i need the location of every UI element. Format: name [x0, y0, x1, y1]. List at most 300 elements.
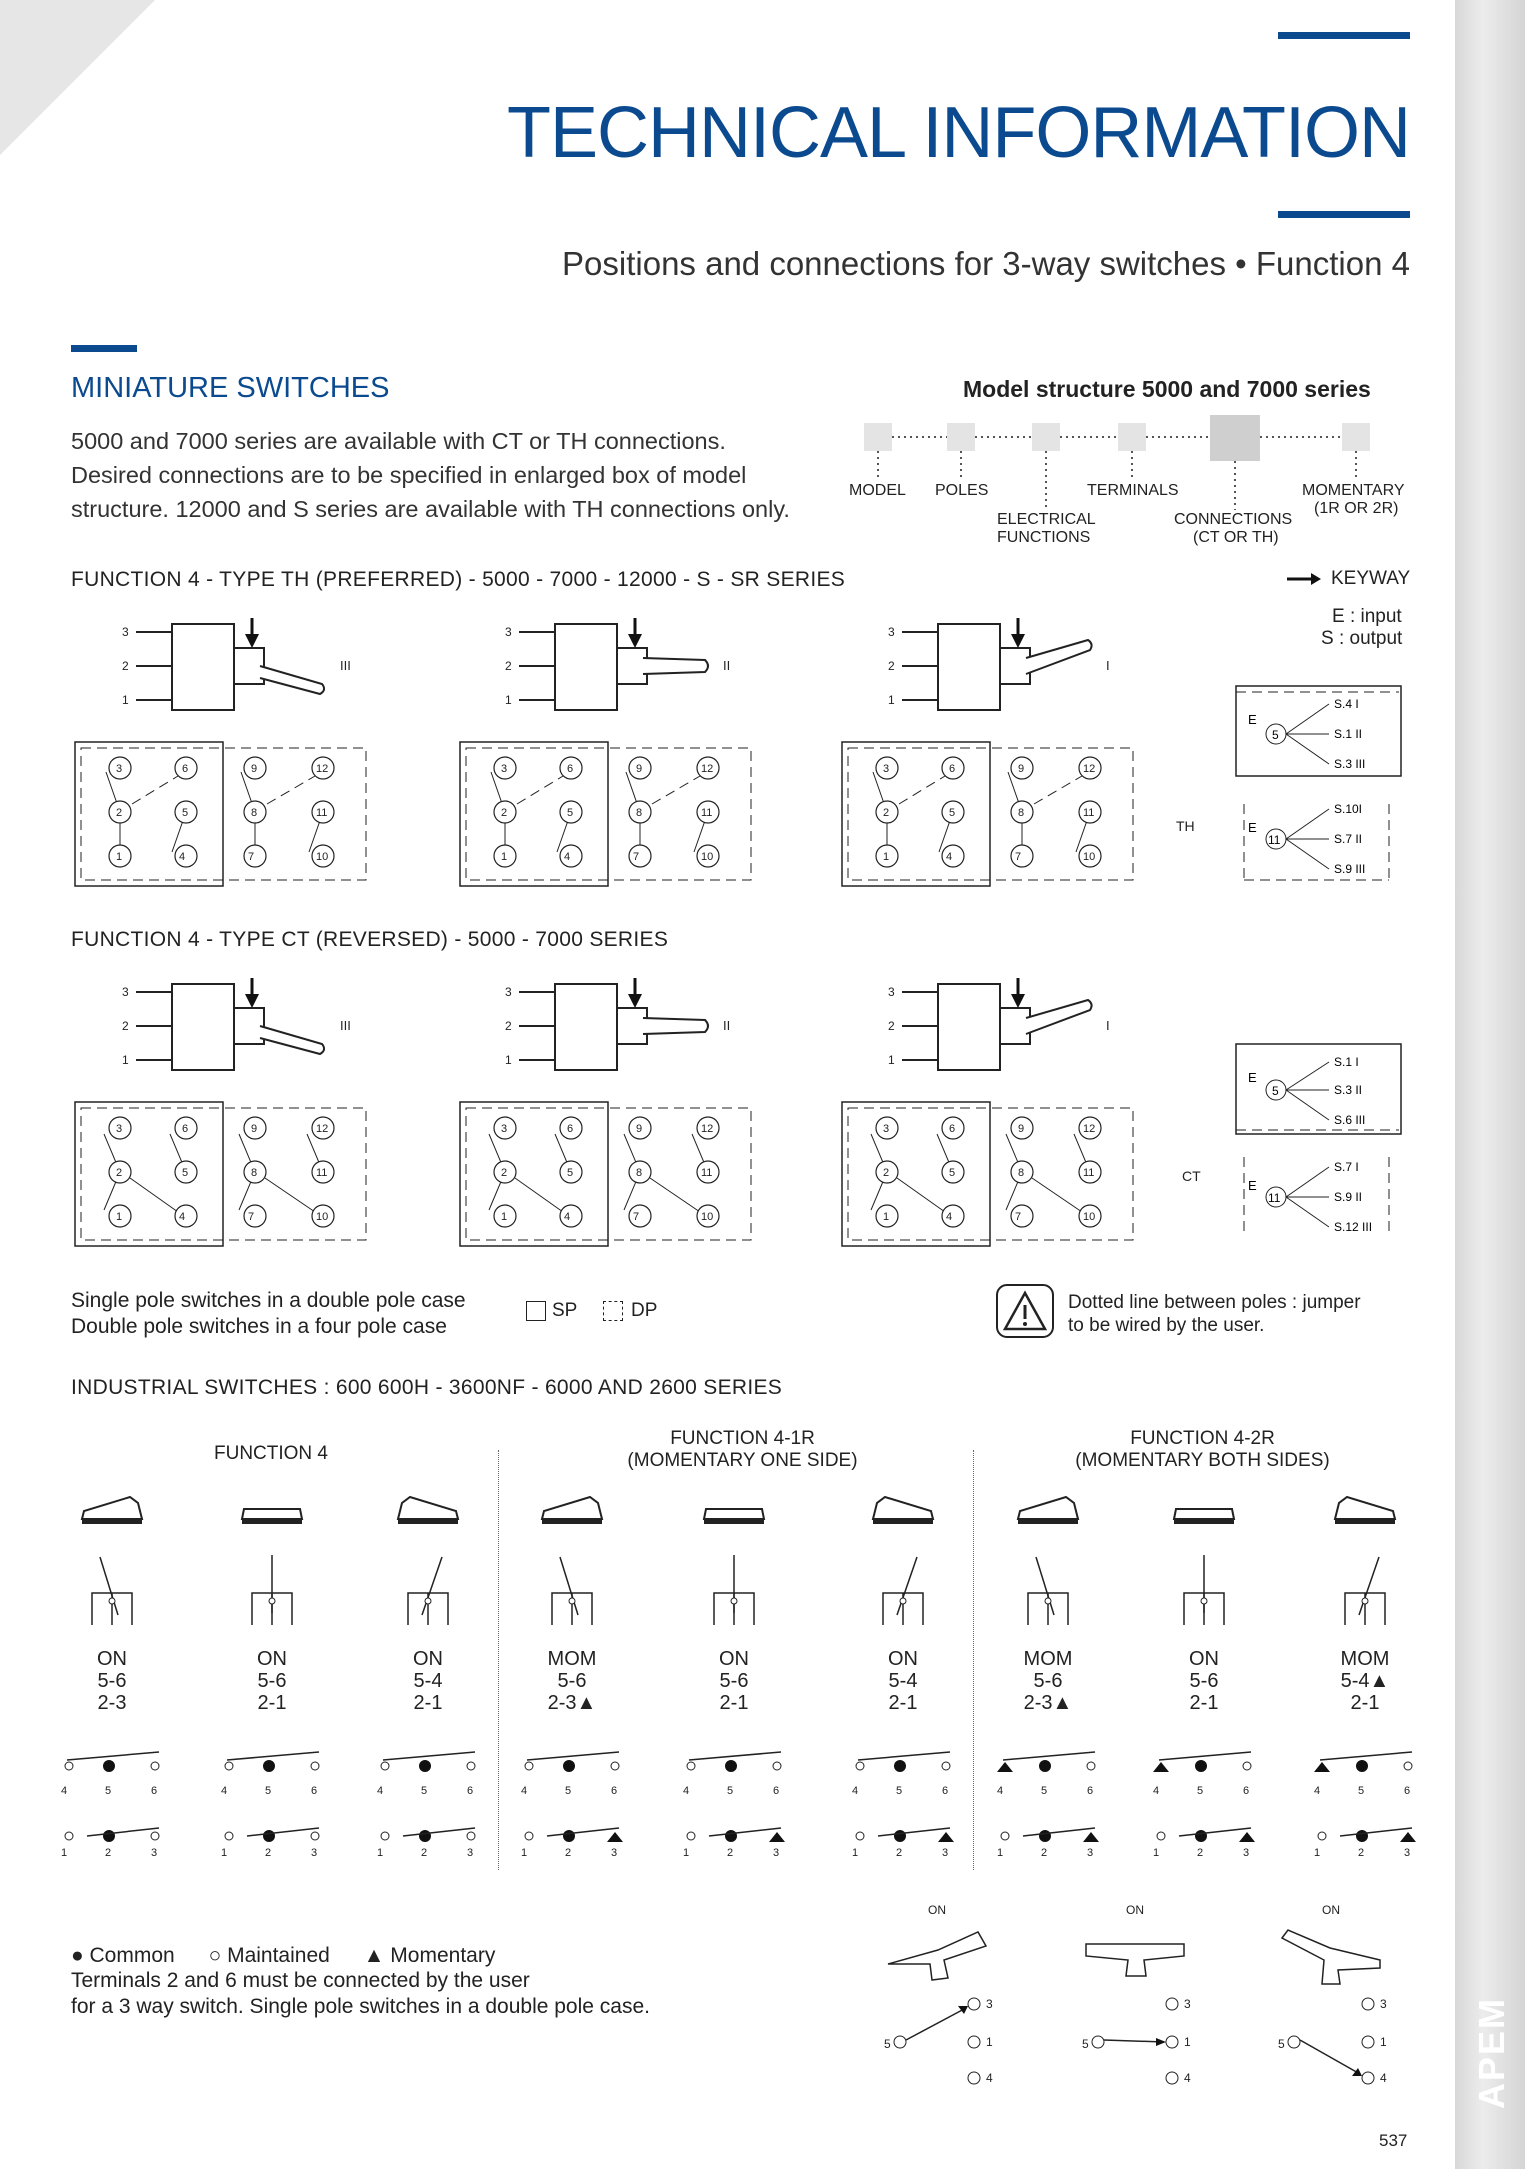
terminal-number: 2 — [727, 1847, 734, 1858]
terminal-number: 8 — [251, 807, 258, 819]
connection-label: 5-6 — [1189, 1670, 1219, 1692]
keyway-label: KEYWAY — [1331, 568, 1411, 589]
contact-schematic-icon — [542, 1555, 602, 1630]
terminal-number: 7 — [248, 851, 255, 863]
flow-e: E — [1248, 820, 1257, 835]
pin-label: 2 — [505, 1019, 512, 1033]
group-function-4-1r — [500, 1428, 985, 1472]
toggle-switch-drawing — [505, 618, 745, 718]
terminal-number: 1 — [883, 1211, 890, 1223]
terminal-number: 1 — [116, 851, 123, 863]
rocker-actuator-icon — [532, 1493, 612, 1528]
terminal-state-diagram — [679, 1738, 794, 1858]
pin-label: 3 — [505, 625, 512, 639]
flow-e: E — [1248, 712, 1257, 727]
group-divider — [973, 1450, 974, 1870]
terminal-number: 2 — [1197, 1847, 1204, 1858]
terminal-grid — [73, 1100, 373, 1250]
jumper-note-line: Dotted line between poles : jumper — [1068, 1292, 1361, 1313]
terminal-number: 4 — [683, 1785, 690, 1797]
terminal-number: 7 — [633, 1211, 640, 1223]
terminal-number: 6 — [182, 763, 189, 775]
flow-output: S.6 III — [1334, 1113, 1366, 1127]
rocker-actuator-icon — [388, 1493, 468, 1528]
pin-label: 2 — [505, 659, 512, 673]
group-title-line: FUNCTION 4-2R — [1130, 1428, 1275, 1449]
rocker-actuator-icon — [72, 1493, 152, 1528]
connection-label: 2-1 — [413, 1692, 443, 1714]
connection-label: 2-3▲ — [547, 1692, 597, 1714]
connection-label: 5-6 — [557, 1670, 587, 1692]
terminal-number: 3 — [773, 1847, 780, 1858]
terminal-number: 4 — [1380, 2071, 1387, 2085]
terminal-number: 4 — [61, 1785, 68, 1797]
terminal-number: 6 — [1404, 1785, 1411, 1797]
terminal-number: 5 — [1278, 2037, 1285, 2051]
position-label: III — [340, 658, 351, 673]
terminal-number: 5 — [896, 1785, 903, 1797]
pin-label: 1 — [888, 693, 895, 707]
terminal-number: 6 — [949, 763, 956, 775]
pin-label: 1 — [122, 1053, 129, 1067]
terminal-number: 5 — [949, 807, 956, 819]
terminal-state-diagram — [517, 1738, 632, 1858]
rocker-actuator-icon — [232, 1493, 312, 1528]
dp-box-icon — [603, 1301, 623, 1321]
terminal-number: 4 — [986, 2071, 993, 2085]
terminal-number: 5 — [182, 807, 189, 819]
terminal-number: 9 — [1018, 1123, 1025, 1135]
terminal-number: 8 — [1018, 807, 1025, 819]
group-title-line: (MOMENTARY BOTH SIDES) — [1075, 1450, 1330, 1471]
contact-schematic-icon — [704, 1555, 764, 1630]
terminal-state-diagram — [217, 1738, 332, 1858]
terminal-number: 4 — [852, 1785, 859, 1797]
terminal-number: 6 — [942, 1785, 949, 1797]
case-note — [71, 1288, 466, 1340]
state-label: ON — [1189, 1648, 1219, 1670]
terminal-number: 10 — [1083, 851, 1096, 863]
terminal-number: 2 — [501, 1167, 508, 1179]
flow-output: S.9 III — [1334, 862, 1366, 876]
flow-e: E — [1248, 1178, 1257, 1193]
terminal-number: 5 — [1041, 1785, 1048, 1797]
flow-output: S.12 III — [1334, 1220, 1373, 1234]
terminal-number: 8 — [251, 1167, 258, 1179]
terminal-state-diagram — [848, 1738, 963, 1858]
contact-schematic-icon — [1335, 1555, 1395, 1630]
toggle-switch-drawing — [122, 618, 362, 718]
legend-momentary: ▲ Momentary — [363, 1944, 496, 1967]
pin-label: 2 — [122, 659, 129, 673]
terminal-number: 12 — [701, 1123, 714, 1135]
terminal-grid — [840, 1100, 1140, 1250]
terminal-grid — [458, 740, 758, 890]
state-label: MOM — [547, 1648, 597, 1670]
intro-line: structure. 12000 and S series are available with TH connections only. — [71, 496, 790, 522]
terminal-number: 8 — [636, 1167, 643, 1179]
group-function-4-2r — [975, 1428, 1430, 1472]
state-label: MOM — [1023, 1648, 1073, 1670]
warning-icon — [995, 1283, 1057, 1341]
model-label: CONNECTIONS — [1174, 511, 1293, 528]
model-label: (CT OR TH) — [1193, 529, 1279, 546]
terminal-number: 6 — [311, 1785, 318, 1797]
terminal-number: 4 — [946, 851, 953, 863]
contact-schematic-icon — [398, 1555, 458, 1630]
rocker-on-label: ON — [928, 1903, 946, 1917]
legend-common: ● Common — [71, 1944, 175, 1967]
pin-label: 1 — [122, 693, 129, 707]
legend-output: S : output — [1321, 628, 1403, 649]
terminal-number: 4 — [946, 1211, 953, 1223]
keyway-arrow-icon — [1287, 571, 1323, 587]
connection-label: 2-1 — [257, 1692, 287, 1714]
terminal-number: 1 — [852, 1847, 859, 1858]
legend-row — [71, 1944, 495, 1968]
flow-output: S.1 I — [1334, 1055, 1359, 1069]
terminal-note-line: Terminals 2 and 6 must be connected by the user — [71, 1969, 530, 1992]
ct-type-label: CT — [1182, 1168, 1201, 1184]
terminal-number: 3 — [501, 1123, 508, 1135]
terminal-number: 9 — [636, 1123, 643, 1135]
model-label: POLES — [935, 482, 989, 499]
flow-center: 5 — [1272, 728, 1279, 742]
flow-e: E — [1248, 1070, 1257, 1085]
connection-label: 5-4▲ — [1340, 1670, 1390, 1692]
terminal-state-diagram — [1149, 1738, 1264, 1858]
terminal-number: 3 — [311, 1847, 318, 1858]
model-label: TERMINALS — [1087, 482, 1179, 499]
group-function-4: FUNCTION 4 — [214, 1443, 328, 1464]
terminal-number: 5 — [567, 807, 574, 819]
model-label: FUNCTIONS — [997, 529, 1091, 546]
page-number: 537 — [1379, 2131, 1408, 2150]
pin-label: 3 — [888, 625, 895, 639]
terminal-number: 10 — [701, 851, 714, 863]
case-note-line: Single pole switches in a double pole case — [71, 1289, 466, 1312]
intro-line: 5000 and 7000 series are available with CT or TH connections. — [71, 428, 726, 454]
title-rule — [1278, 211, 1410, 218]
model-label: MODEL — [849, 482, 906, 499]
terminal-number: 2 — [883, 807, 890, 819]
ct-flow-diagram — [1234, 1042, 1404, 1242]
pin-label: 3 — [505, 985, 512, 999]
terminal-number: 3 — [116, 763, 123, 775]
contact-schematic-icon — [82, 1555, 142, 1630]
terminal-number: 6 — [611, 1785, 618, 1797]
rocker-actuator-icon — [694, 1493, 774, 1528]
terminal-number: 2 — [116, 1167, 123, 1179]
page-title: TECHNICAL INFORMATION — [506, 93, 1410, 173]
terminal-number: 3 — [883, 763, 890, 775]
terminal-number: 6 — [151, 1785, 158, 1797]
terminal-state-diagram — [373, 1738, 488, 1858]
connection-label: 5-4 — [413, 1670, 443, 1692]
terminal-number: 10 — [1083, 1211, 1096, 1223]
terminal-number: 5 — [265, 1785, 272, 1797]
flow-output: S.7 I — [1334, 1160, 1359, 1174]
terminal-number: 1 — [1314, 1847, 1321, 1858]
flow-center: 11 — [1268, 833, 1281, 847]
terminal-number: 5 — [1197, 1785, 1204, 1797]
group-divider — [498, 1450, 499, 1870]
connection-label: 5-6 — [97, 1670, 127, 1692]
terminal-number: 4 — [1184, 2071, 1191, 2085]
connection-label: 2-1 — [719, 1692, 749, 1714]
connection-label: 2-3▲ — [1023, 1692, 1073, 1714]
terminal-state-diagram — [993, 1738, 1108, 1858]
industrial-heading: INDUSTRIAL SWITCHES : 600 600H - 3600NF - 6000 AND 2600 SERIES — [71, 1376, 783, 1399]
terminal-number: 3 — [611, 1847, 618, 1858]
legend-input: E : input — [1332, 606, 1402, 627]
contact-schematic-icon — [1018, 1555, 1078, 1630]
terminal-number: 9 — [251, 763, 258, 775]
model-structure-title: Model structure 5000 and 7000 series — [963, 376, 1371, 402]
corner-decoration — [0, 0, 155, 155]
position-label: I — [1106, 658, 1110, 673]
terminal-number: 5 — [727, 1785, 734, 1797]
terminal-number: 2 — [116, 807, 123, 819]
flow-output: S.3 II — [1334, 1083, 1363, 1097]
terminal-number: 2 — [896, 1847, 903, 1858]
terminal-number: 6 — [182, 1123, 189, 1135]
side-strip — [1455, 0, 1525, 2169]
rocker-on-label: ON — [1322, 1903, 1340, 1917]
flow-center: 5 — [1272, 1084, 1279, 1098]
state-label: ON — [413, 1648, 443, 1670]
terminal-number: 3 — [1404, 1847, 1411, 1858]
terminal-number: 5 — [884, 2037, 891, 2051]
terminal-number: 3 — [942, 1847, 949, 1858]
terminal-number: 4 — [564, 1211, 571, 1223]
terminal-number: 5 — [105, 1785, 112, 1797]
terminal-number: 3 — [1087, 1847, 1094, 1858]
terminal-number: 4 — [221, 1785, 228, 1797]
terminal-number: 3 — [1380, 1997, 1387, 2011]
pin-label: 1 — [888, 1053, 895, 1067]
jumper-note — [1068, 1291, 1361, 1337]
state-label: ON — [97, 1648, 127, 1670]
terminal-number: 2 — [1041, 1847, 1048, 1858]
terminal-number: 1 — [1153, 1847, 1160, 1858]
terminal-number: 4 — [377, 1785, 384, 1797]
flow-output: S.7 II — [1334, 832, 1363, 846]
toggle-switch-drawing — [505, 978, 745, 1078]
pin-label: 3 — [122, 985, 129, 999]
flow-center: 11 — [1268, 1191, 1281, 1205]
terminal-number: 2 — [421, 1847, 428, 1858]
section-rule — [71, 345, 137, 352]
pin-label: 1 — [505, 1053, 512, 1067]
model-label: (1R OR 2R) — [1314, 500, 1399, 517]
connection-label: 2-3 — [97, 1692, 127, 1714]
terminal-number: 3 — [1243, 1847, 1250, 1858]
intro-line: Desired connections are to be specified in enlarged box of model — [71, 462, 747, 488]
terminal-number: 7 — [633, 851, 640, 863]
terminal-number: 3 — [1184, 1997, 1191, 2011]
connection-label: 5-4 — [888, 1670, 918, 1692]
terminal-number: 8 — [1018, 1167, 1025, 1179]
terminal-number: 2 — [883, 1167, 890, 1179]
pin-label: 2 — [122, 1019, 129, 1033]
state-label: MOM — [1340, 1648, 1390, 1670]
terminal-number: 4 — [521, 1785, 528, 1797]
terminal-number: 5 — [949, 1167, 956, 1179]
terminal-number: 4 — [564, 851, 571, 863]
terminal-number: 12 — [1083, 1123, 1096, 1135]
toggle-switch-drawing — [888, 978, 1128, 1078]
state-label: ON — [719, 1648, 749, 1670]
terminal-number: 11 — [1083, 1167, 1095, 1179]
toggle-switch-drawing — [122, 978, 362, 1078]
terminal-number: 5 — [1082, 2037, 1089, 2051]
terminal-number: 7 — [1015, 851, 1022, 863]
rocker-actuator-icon — [863, 1493, 943, 1528]
terminal-number: 3 — [986, 1997, 993, 2011]
terminal-number: 4 — [997, 1785, 1004, 1797]
terminal-number: 1 — [883, 851, 890, 863]
th-heading: FUNCTION 4 - TYPE TH (PREFERRED) - 5000 - 7000 - 12000 - S - SR SERIES — [71, 568, 846, 591]
terminal-number: 11 — [701, 807, 713, 819]
top-rule — [1278, 32, 1410, 39]
contact-schematic-icon — [873, 1555, 933, 1630]
rocker-on-label: ON — [1126, 1903, 1144, 1917]
terminal-number: 3 — [467, 1847, 474, 1858]
terminal-number: 7 — [248, 1211, 255, 1223]
terminal-number: 5 — [565, 1785, 572, 1797]
terminal-number: 6 — [773, 1785, 780, 1797]
connection-label: 5-6 — [257, 1670, 287, 1692]
terminal-number: 5 — [421, 1785, 428, 1797]
pin-label: 2 — [888, 1019, 895, 1033]
terminal-note-line: for a 3 way switch. Single pole switches in a double pole case. — [71, 1995, 650, 2018]
th-flow-diagram — [1234, 684, 1404, 884]
terminal-number: 1 — [1184, 2035, 1191, 2049]
rocker-on-diagram — [1262, 1898, 1402, 2088]
pin-label: 3 — [122, 625, 129, 639]
terminal-number: 1 — [61, 1847, 68, 1858]
terminal-number: 3 — [501, 763, 508, 775]
flow-output: S.9 II — [1334, 1190, 1363, 1204]
terminal-number: 9 — [636, 763, 643, 775]
terminal-state-diagram — [57, 1738, 172, 1858]
flow-output: S.1 II — [1334, 727, 1363, 741]
terminal-grid — [73, 740, 373, 890]
terminal-number: 5 — [182, 1167, 189, 1179]
case-note-line: Double pole switches in a four pole case — [71, 1315, 447, 1338]
sp-box-icon — [526, 1301, 546, 1321]
terminal-number: 11 — [316, 1167, 328, 1179]
terminal-number: 3 — [151, 1847, 158, 1858]
terminal-number: 5 — [567, 1167, 574, 1179]
terminal-number: 6 — [567, 1123, 574, 1135]
terminal-number: 3 — [116, 1123, 123, 1135]
terminal-number: 8 — [636, 807, 643, 819]
connection-label: 2-1 — [1350, 1692, 1380, 1714]
model-label: ELECTRICAL — [997, 511, 1096, 528]
toggle-switch-drawing — [888, 618, 1128, 718]
connection-label: 5-6 — [719, 1670, 749, 1692]
page-subtitle: Positions and connections for 3-way switches • Function 4 — [562, 245, 1410, 282]
terminal-number: 2 — [105, 1847, 112, 1858]
rocker-actuator-icon — [1164, 1493, 1244, 1528]
terminal-number: 6 — [1243, 1785, 1250, 1797]
flow-output: S.10I — [1334, 802, 1363, 816]
terminal-number: 6 — [1087, 1785, 1094, 1797]
terminal-number: 1 — [501, 851, 508, 863]
group-title-line: (MOMENTARY ONE SIDE) — [627, 1450, 858, 1471]
group-title-line: FUNCTION 4-1R — [670, 1428, 815, 1449]
terminal-number: 1 — [521, 1847, 528, 1858]
terminal-number: 4 — [1153, 1785, 1160, 1797]
terminal-number: 2 — [1358, 1847, 1365, 1858]
terminal-number: 12 — [316, 763, 329, 775]
terminal-number: 4 — [1314, 1785, 1321, 1797]
flow-output: S.4 I — [1334, 697, 1359, 711]
terminal-number: 12 — [701, 763, 714, 775]
state-label: ON — [257, 1648, 287, 1670]
terminal-number: 3 — [883, 1123, 890, 1135]
rocker-actuator-icon — [1008, 1493, 1088, 1528]
terminal-number: 1 — [997, 1847, 1004, 1858]
terminal-number: 1 — [116, 1211, 123, 1223]
terminal-number: 1 — [683, 1847, 690, 1858]
legend-maintained: ○ Maintained — [208, 1944, 330, 1967]
rocker-actuator-icon — [1325, 1493, 1405, 1528]
terminal-number: 4 — [179, 1211, 186, 1223]
ct-heading: FUNCTION 4 - TYPE CT (REVERSED) - 5000 - 7000 SERIES — [71, 928, 669, 951]
section-title: MINIATURE SWITCHES — [71, 372, 390, 404]
terminal-number: 1 — [221, 1847, 228, 1858]
position-label: II — [723, 658, 731, 673]
terminal-number: 9 — [251, 1123, 258, 1135]
terminal-number: 6 — [567, 763, 574, 775]
intro-text — [71, 424, 831, 526]
rocker-on-diagram — [868, 1898, 1008, 2088]
connection-label: 2-1 — [1189, 1692, 1219, 1714]
position-label: I — [1106, 1018, 1110, 1033]
terminal-number: 12 — [316, 1123, 329, 1135]
terminal-number: 11 — [701, 1167, 713, 1179]
terminal-grid — [840, 740, 1140, 890]
connection-label: 5-6 — [1033, 1670, 1063, 1692]
pin-label: 1 — [505, 693, 512, 707]
position-label: II — [723, 1018, 731, 1033]
dp-label: DP — [631, 1300, 658, 1321]
terminal-number: 4 — [179, 851, 186, 863]
terminal-state-diagram — [1310, 1738, 1425, 1858]
terminal-number: 12 — [1083, 763, 1096, 775]
terminal-number: 2 — [565, 1847, 572, 1858]
terminal-number: 6 — [949, 1123, 956, 1135]
sp-label: SP — [552, 1300, 578, 1321]
position-label: III — [340, 1018, 351, 1033]
pin-label: 2 — [888, 659, 895, 673]
terminal-number: 10 — [701, 1211, 714, 1223]
flow-output: S.3 III — [1334, 757, 1366, 771]
terminal-number: 7 — [1015, 1211, 1022, 1223]
terminal-number: 1 — [501, 1211, 508, 1223]
contact-schematic-icon — [1174, 1555, 1234, 1630]
state-label: ON — [888, 1648, 918, 1670]
terminal-number: 11 — [1083, 807, 1095, 819]
terminal-number: 11 — [316, 807, 328, 819]
terminal-number: 1 — [377, 1847, 384, 1858]
th-type-label: TH — [1176, 818, 1195, 834]
terminal-number: 1 — [1380, 2035, 1387, 2049]
model-label: MOMENTARY — [1302, 482, 1405, 499]
